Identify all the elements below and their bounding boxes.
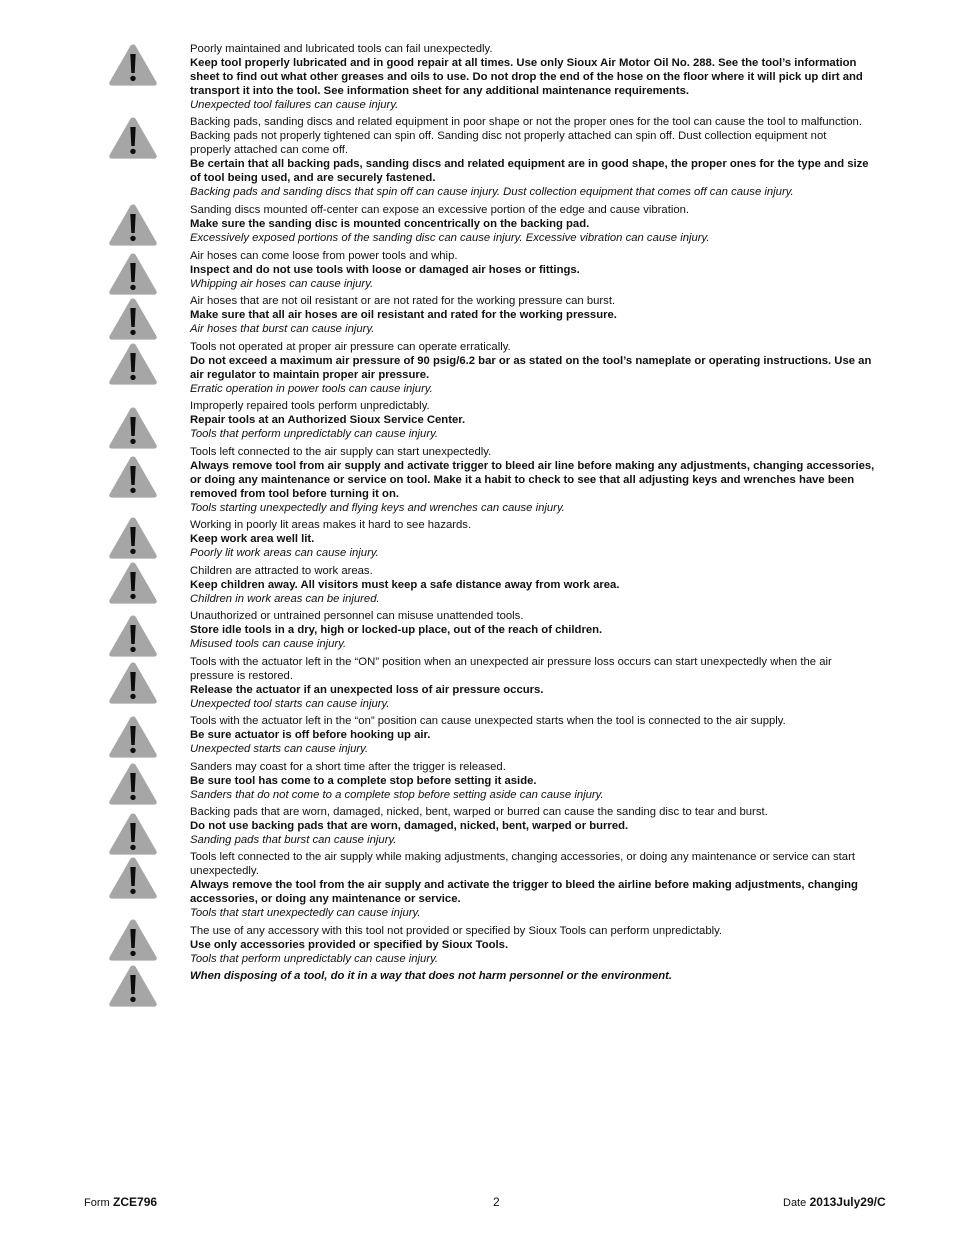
warning-action-text: Always remove tool from air supply and activate trigger to bleed air line before making any adjustments, changing accessories, [190,460,875,472]
date-value: 2013July29/C [809,1195,886,1209]
warning-triangle-icon [108,661,158,705]
warning-triangle-icon [108,203,158,247]
warning-consequence-text: Excessively exposed portions of the sanding disc can cause injury. Excessive vibration can cause injury. [190,232,710,244]
warning-entry [190,969,906,983]
warning-hazard-text: Backing pads that are worn, damaged, nicked, bent, warped or burred can cause the sanding disc to tear and burst. [190,806,768,818]
warning-triangle-icon [108,561,158,605]
footer-form [84,1195,157,1210]
warning-action-text: Be sure tool has come to a complete stop before setting it aside. [190,775,537,787]
warning-entry [190,655,906,711]
page-number: 2 [493,1195,500,1209]
warning-action-text: Release the actuator if an unexpected loss of air pressure occurs. [190,684,544,696]
warning-action-text: Use only accessories provided or specified by Sioux Tools. [190,939,509,951]
warning-consequence-text: Misused tools can cause injury. [190,638,347,650]
footer-date [783,1195,886,1210]
warning-action-text: Keep work area well lit. [190,533,315,545]
warning-hazard-text: Tools not operated at proper air pressure can operate erratically. [190,341,511,353]
warning-action-text: transport it into the tool. See information sheet for any additional maintenance requirements. [190,85,690,97]
warning-consequence-text: Tools that perform unpredictably can cause injury. [190,428,439,440]
warning-triangle-icon [108,116,158,160]
warning-action-text: Store idle tools in a dry, high or locked-up place, out of the reach of children. [190,624,603,636]
warning-triangle-icon [108,614,158,658]
warning-entry [190,340,906,396]
warning-hazard-text: Unauthorized or untrained personnel can misuse unattended tools. [190,610,524,622]
warning-entry [190,399,906,441]
warning-action-text: of tool being used, and are securely fastened. [190,172,436,184]
warning-triangle-icon [108,715,158,759]
form-label: Form [84,1197,110,1209]
warning-consequence-text: Whipping air hoses can cause injury. [190,278,374,290]
warning-action-text: Do not use backing pads that are worn, damaged, nicked, bent, warped or burred. [190,820,629,832]
warning-hazard-text: Sanding discs mounted off-center can expose an excessive portion of the edge and cause vibration. [190,204,690,216]
warning-entry [190,294,906,336]
warning-entry [190,805,906,847]
warning-entry [190,518,906,560]
warning-triangle-icon [108,918,158,962]
warning-hazard-text: Air hoses can come loose from power tools and whip. [190,250,458,262]
warning-hazard-text: properly attached can come off. [190,144,349,156]
warning-entry [190,249,906,291]
warning-action-text: Inspect and do not use tools with loose or damaged air hoses or fittings. [190,264,580,276]
date-label: Date [783,1197,807,1209]
warning-triangle-icon [108,516,158,560]
warning-entry [190,42,906,112]
warning-consequence-text: Tools starting unexpectedly and flying keys and wrenches can cause injury. [190,502,565,514]
warning-hazard-text: Children are attracted to work areas. [190,565,373,577]
warning-triangle-icon [108,812,158,856]
warning-triangle-icon [108,964,158,1008]
warning-entry [190,609,906,651]
warning-triangle-icon [108,455,158,499]
warning-action-text: sheet to find out what other greases and oils to use. Do not drop the end of the hose on the floor where it will pick up dirt and [190,71,863,83]
warning-entry [190,564,906,606]
warning-final-text: When disposing of a tool, do it in a way that does not harm personnel or the environment. [190,970,673,982]
warning-consequence-text: Tools that start unexpectedly can cause injury. [190,907,421,919]
warning-triangle-icon [108,856,158,900]
warning-hazard-text: Working in poorly lit areas makes it hard to see hazards. [190,519,472,531]
warning-consequence-text: Tools that perform unpredictably can cause injury. [190,953,439,965]
warning-triangle-icon [108,342,158,386]
warning-hazard-text: Backing pads, sanding discs and related equipment in poor shape or not the proper ones for the tool can cause the tool to malfunction. [190,116,862,128]
warning-consequence-text: Erratic operation in power tools can cause injury. [190,383,433,395]
warning-hazard-text: Tools left connected to the air supply while making adjustments, changing accessories, or doing any maintenance or service can start [190,851,855,863]
warning-consequence-text: Sanding pads that burst can cause injury. [190,834,397,846]
warning-entry [190,714,906,756]
warning-triangle-icon [108,297,158,341]
warning-action-text: removed from tool before turning it on. [190,488,399,500]
warning-consequence-text: Air hoses that burst can cause injury. [190,323,375,335]
warning-hazard-text: Tools with the actuator left in the “on” position can cause unexpected starts when the tool is connected to the air supply. [190,715,786,727]
warning-triangle-icon [108,406,158,450]
warning-entry [190,445,906,515]
warning-hazard-text: Air hoses that are not oil resistant or are not rated for the working pressure can burst. [190,295,616,307]
warning-consequence-text: Unexpected tool starts can cause injury. [190,698,390,710]
warning-hazard-text: Improperly repaired tools perform unpredictably. [190,400,430,412]
warning-hazard-text: unexpectedly. [190,865,259,877]
warning-entry [190,850,906,920]
warning-action-text: accessories, or doing any maintenance or service. [190,893,461,905]
warning-entry [190,115,906,199]
warning-triangle-icon [108,762,158,806]
warning-entry [190,760,906,802]
form-number: ZCE796 [113,1195,158,1209]
warning-consequence-text: Unexpected tool failures can cause injury. [190,99,399,111]
warning-triangle-icon [108,252,158,296]
warning-hazard-text: Tools left connected to the air supply can start unexpectedly. [190,446,492,458]
warning-action-text: Do not exceed a maximum air pressure of 90 psig/6.2 bar or as stated on the tool’s nameplate or operating instructions. Use an [190,355,872,367]
warning-action-text: Repair tools at an Authorized Sioux Service Center. [190,414,466,426]
warning-hazard-text: The use of any accessory with this tool not provided or specified by Sioux Tools can perform unpredictably. [190,925,723,937]
warning-action-text: or doing any maintenance or service on tool. Make it a habit to check to see that all adjusting keys and wrenches have been [190,474,855,486]
warning-hazard-text: Backing pads not properly tightened can spin off. Sanding disc not properly attached can spin off. Dust collection equipment not [190,130,827,142]
warning-action-text: air regulator to maintain proper air pressure. [190,369,430,381]
warning-action-text: Make sure that all air hoses are oil resistant and rated for the working pressure. [190,309,617,321]
warning-consequence-text: Poorly lit work areas can cause injury. [190,547,379,559]
warning-hazard-text: Sanders may coast for a short time after the trigger is released. [190,761,506,773]
warning-hazard-text: Poorly maintained and lubricated tools can fail unexpectedly. [190,43,493,55]
warning-action-text: Keep tool properly lubricated and in good repair at all times. Use only Sioux Air Motor Oil No. 288. See the tool’s information [190,57,857,69]
warning-entry [190,203,906,245]
warning-entry [190,924,906,966]
warning-consequence-text: Children in work areas can be injured. [190,593,380,605]
warning-consequence-text: Unexpected starts can cause injury. [190,743,369,755]
warning-consequence-text: Backing pads and sanding discs that spin off can cause injury. Dust collection equipment that comes off can cause injury. [190,186,794,198]
warning-action-text: Always remove the tool from the air supply and activate the trigger to bleed the airline before making adjustments, changing [190,879,858,891]
warning-action-text: Keep children away. All visitors must keep a safe distance away from work area. [190,579,620,591]
warning-hazard-text: Tools with the actuator left in the “ON” position when an unexpected air pressure loss occurs can start unexpectedly when the air [190,656,832,668]
warning-consequence-text: Sanders that do not come to a complete stop before setting aside can cause injury. [190,789,604,801]
warning-triangle-icon [108,43,158,87]
warning-hazard-text: pressure is restored. [190,670,293,682]
warning-action-text: Be sure actuator is off before hooking up air. [190,729,431,741]
warning-action-text: Be certain that all backing pads, sanding discs and related equipment are in good shape, the proper ones for the type and size [190,158,869,170]
warning-action-text: Make sure the sanding disc is mounted concentrically on the backing pad. [190,218,590,230]
